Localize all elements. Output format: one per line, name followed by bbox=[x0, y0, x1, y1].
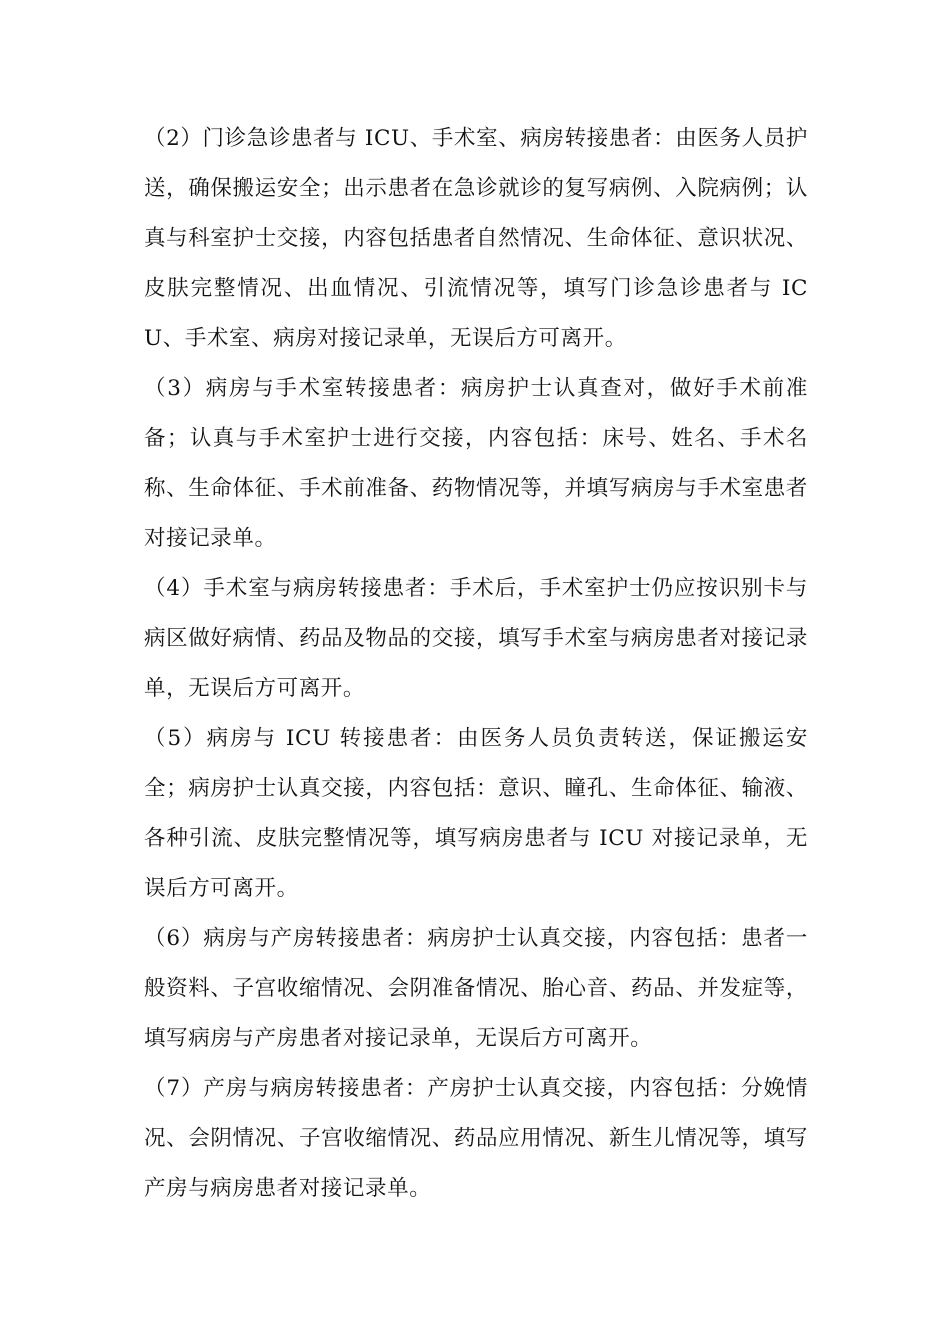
paragraph-item-3: （3）病房与手术室转接患者：病房护士认真查对，做好手术前准备；认真与手术室护士进行交接，内容包括：床号、姓名、手术名称、生命体征、手术前准备、药物情况等，并填写病房与手术室患者对接记录单。 bbox=[144, 376, 808, 551]
paragraph-item-5: （5）病房与 ICU 转接患者：由医务人员负责转送，保证搬运安全；病房护士认真交接，内容包括：意识、瞳孔、生命体征、输液、各种引流、皮肤完整情况等，填写病房患者与 ICU 对接记录单，无误后方可离开。 bbox=[144, 726, 808, 901]
paragraph-item-2: （2）门诊急诊患者与 ICU、手术室、病房转接患者：由医务人员护送，确保搬运安全；出示患者在急诊就诊的复写病例、入院病例；认真与科室护士交接，内容包括患者自然情况、生命体征、意识状况、皮肤完整情况、出血情况、引流情况等，填写门诊急诊患者与 ICU、手术室、病房对接记录单，无误后方可离开。 bbox=[144, 126, 808, 351]
paragraph-item-4: （4）手术室与病房转接患者：手术后，手术室护士仍应按识别卡与病区做好病情、药品及物品的交接，填写手术室与病房患者对接记录单，无误后方可离开。 bbox=[144, 576, 808, 701]
paragraph-item-7: （7）产房与病房转接患者：产房护士认真交接，内容包括：分娩情况、会阴情况、子宫收缩情况、药品应用情况、新生儿情况等，填写产房与病房患者对接记录单。 bbox=[144, 1076, 808, 1201]
document-body bbox=[144, 114, 808, 1214]
paragraph-item-6: （6）病房与产房转接患者：病房护士认真交接，内容包括：患者一般资料、子宫收缩情况、会阴准备情况、胎心音、药品、并发症等，填写病房与产房患者对接记录单，无误后方可离开。 bbox=[144, 926, 808, 1051]
